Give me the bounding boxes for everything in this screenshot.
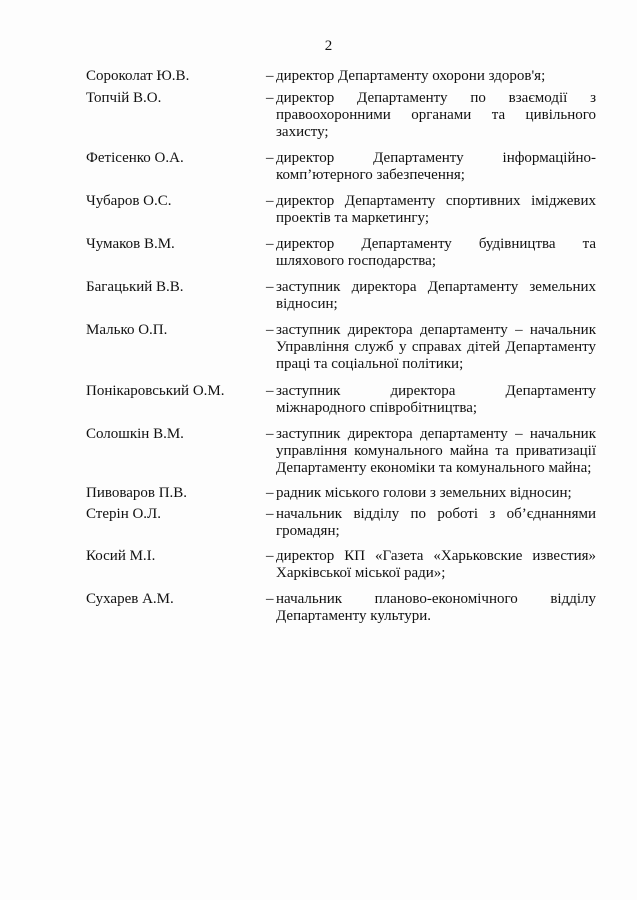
official-name: Топчій В.О. <box>86 90 162 106</box>
official-position: заступник директора Департаменту земельних відносин; <box>276 279 596 312</box>
dash: – <box>266 426 274 442</box>
list-item <box>86 236 596 270</box>
official-name: Сухарев А.М. <box>86 591 174 607</box>
official-position: заступник директора департаменту – начальник управління комунального майна та приватизації Департаменту економіки та комунального майна; <box>276 426 596 476</box>
list-item <box>86 279 596 313</box>
official-name: Фетісенко О.А. <box>86 150 184 166</box>
list-item <box>86 68 596 85</box>
official-position: директор Департаменту спортивних іміджевих проектів та маркетингу; <box>276 193 596 226</box>
official-position: директор КП «Газета «Харьковские известия» Харківської міської ради»; <box>276 548 596 581</box>
official-name: Пивоваров П.В. <box>86 485 188 501</box>
dash: – <box>266 591 274 607</box>
official-position: начальник планово-економічного відділу Департаменту культури. <box>276 591 596 624</box>
list-item <box>86 150 596 184</box>
list-item <box>86 548 596 582</box>
list-item <box>86 591 596 625</box>
dash: – <box>266 236 274 252</box>
official-position: директор Департаменту інформаційно-комп’ютерного забезпечення; <box>276 150 596 183</box>
official-position: директор Департаменту по взаємодії з правоохоронними органами та цивільного захисту; <box>276 90 596 140</box>
dash: – <box>266 90 274 106</box>
dash: – <box>266 68 274 84</box>
official-name: Понікаровський О.М. <box>86 383 225 399</box>
official-position: радник міського голови з земельних відносин; <box>276 485 572 501</box>
officials-list <box>86 68 596 625</box>
list-item <box>86 506 596 540</box>
page-number: 2 <box>324 38 333 54</box>
list-item <box>86 193 596 227</box>
official-position: заступник директора департаменту – начальник Управління служб у справах дітей Департаменту праці та соціальної політики; <box>276 322 596 372</box>
dash: – <box>266 279 274 295</box>
dash: – <box>266 383 274 399</box>
list-item <box>86 383 596 417</box>
dash: – <box>266 150 274 166</box>
dash: – <box>266 322 274 338</box>
official-position: директор Департаменту будівництва та шляхового господарства; <box>276 236 596 269</box>
dash: – <box>266 193 274 209</box>
official-position: директор Департаменту охорони здоров'я; <box>276 68 546 84</box>
dash: – <box>266 548 274 564</box>
official-name: Косий М.І. <box>86 548 156 564</box>
list-item <box>86 485 596 502</box>
official-position: заступник директора Департаменту міжнародного співробітництва; <box>276 383 596 416</box>
official-name: Стерін О.Л. <box>86 506 161 522</box>
official-position: начальник відділу по роботі з об’єднаннями громадян; <box>276 506 596 539</box>
dash: – <box>266 506 274 522</box>
list-item <box>86 90 596 141</box>
official-name: Чумаков В.М. <box>86 236 175 252</box>
dash: – <box>266 485 274 501</box>
list-item <box>86 426 596 477</box>
official-name: Малько О.П. <box>86 322 168 338</box>
official-name: Багацький В.В. <box>86 279 184 295</box>
official-name: Чубаров О.С. <box>86 193 172 209</box>
list-item <box>86 322 596 373</box>
official-name: Солошкін В.М. <box>86 426 184 442</box>
official-name: Сороколат Ю.В. <box>86 68 190 84</box>
